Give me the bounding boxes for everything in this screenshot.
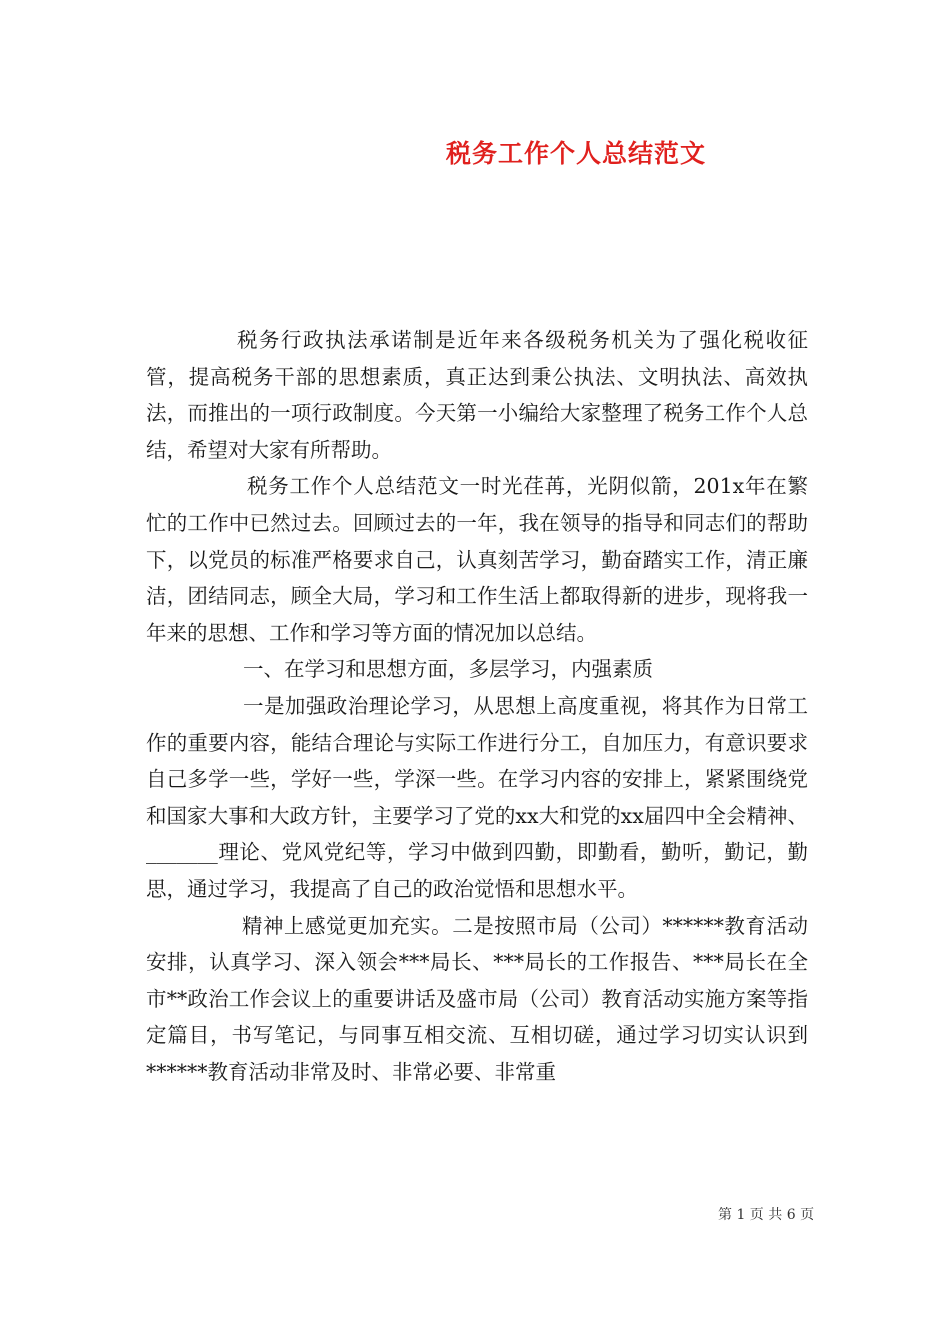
paragraph-education-activity: 精神上感觉更加充实。二是按照市局（公司）******教育活动安排，认真学习、深入领会***局长、***局长的工作报告、***局长在全市**政治工作会议上的重要讲话及盛市局（公司）教育活动实施方案等指定篇目，书写笔记，与同事互相交流、互相切磋，通过学习切实认识到******教育活动非常及时、非常必要、非常重 <box>146 913 808 1084</box>
paragraph-summary-opening: 税务工作个人总结范文一时光荏苒，光阴似箭，201x年在繁忙的工作中已然过去。回顾过去的一年，我在领导的指导和同志们的帮助下，以党员的标准严格要求自己，认真刻苦学习，勤奋踏实工作，清正廉洁，团结同志，顾全大局，学习和工作生活上都取得新的进步，现将我一年来的思想、工作和学习等方面的情况加以总结。 <box>146 474 808 645</box>
document-body <box>146 322 808 1090</box>
page-number: 第 1 页 共 6 页 <box>718 1207 815 1223</box>
document-title: 税务工作个人总结范文 <box>445 139 706 168</box>
paragraph-political-study: 一是加强政治理论学习，从思想上高度重视，将其作为日常工作的重要内容，能结合理论与实际工作进行分工，自加压力，有意识要求自己多学一些，学好一些，学深一些。在学习内容的安排上，紧紧围绕党和国家大事和大政方针，主要学习了党的xx大和党的xx届四中全会精神、_______理论、党风党纪等，学习中做到四勤，即勤看，勤听，勤记，勤思，通过学习，我提高了自己的政治觉悟和思想水平。 <box>146 693 808 901</box>
section-heading: 一、在学习和思想方面，多层学习，内强素质 <box>243 657 653 682</box>
paragraph-intro: 税务行政执法承诺制是近年来各级税务机关为了强化税收征管，提高税务干部的思想素质，真正达到秉公执法、文明执法、高效执法，而推出的一项行政制度。今天第一小编给大家整理了税务工作个人总结，希望对大家有所帮助。 <box>146 328 808 462</box>
